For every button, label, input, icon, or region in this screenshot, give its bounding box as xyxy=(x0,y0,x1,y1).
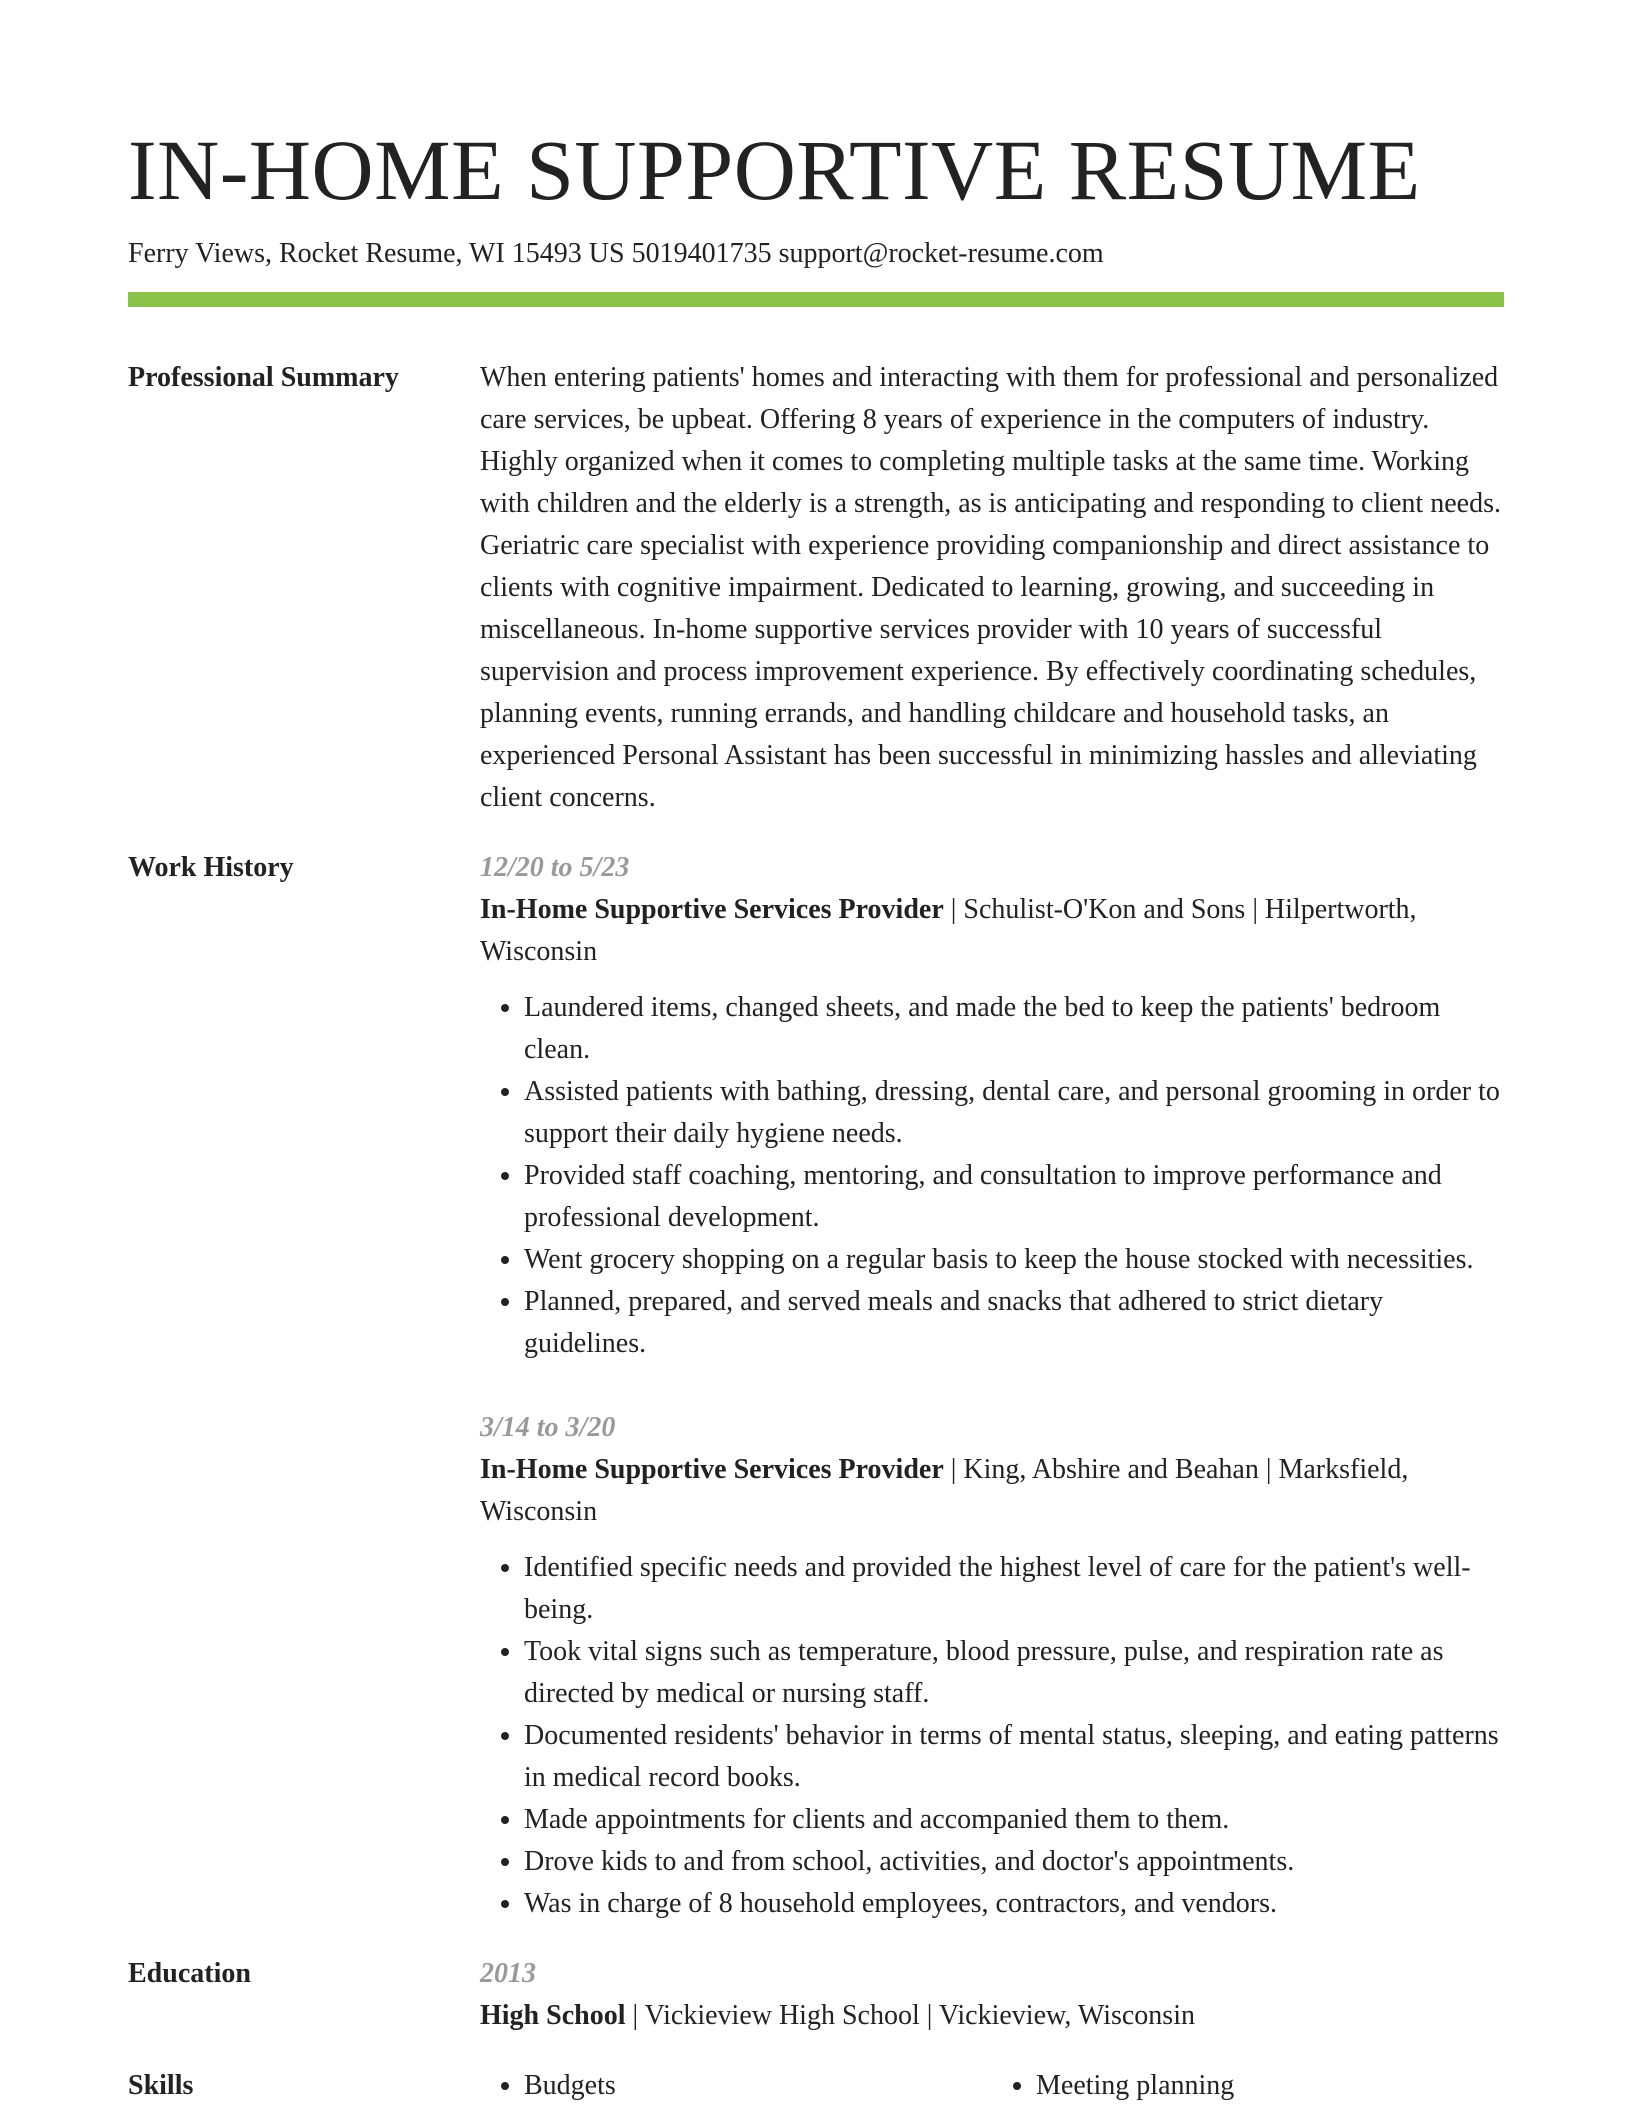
job-bullets xyxy=(480,987,1504,1365)
job-details: | King, Abshire and Beahan | Marksfield, Wisconsin xyxy=(480,1454,1409,1527)
job-role: In-Home Supportive Services Provider xyxy=(480,1454,944,1485)
contact-phone: 5019401735 xyxy=(631,238,772,269)
job-bullet: • Planned, prepared, and served meals and snacks that adhered to strict dietary guidelines. xyxy=(524,1281,1504,1365)
job-bullet: • Provided staff coaching, mentoring, and consultation to improve performance and professional development. xyxy=(524,1155,1504,1239)
work-history-section xyxy=(128,847,1504,1925)
summary-section xyxy=(128,357,1504,819)
summary-heading: Professional Summary xyxy=(128,362,399,393)
education-year: 2013 xyxy=(480,1958,536,1989)
job-bullets xyxy=(480,1547,1504,1925)
skill-item: • Budgets xyxy=(524,2065,992,2107)
job-role: In-Home Supportive Services Provider xyxy=(480,894,944,925)
resume-title: IN-HOME SUPPORTIVE RESUME xyxy=(128,122,1421,218)
job-bullet: • Identified specific needs and provided the highest level of care for the patient's well-being. xyxy=(524,1547,1504,1631)
skills-section xyxy=(128,2065,1504,2107)
job-title-line xyxy=(480,889,1504,973)
job-bullet: • Drove kids to and from school, activities, and doctor's appointments. xyxy=(524,1841,1504,1883)
job-bullet: • Made appointments for clients and accompanied them to them. xyxy=(524,1799,1504,1841)
job-bullet: • Documented residents' behavior in terms of mental status, sleeping, and eating patterns in medical record books. xyxy=(524,1715,1504,1799)
job-entry xyxy=(480,847,1504,1365)
header-divider xyxy=(128,292,1504,307)
summary-text: When entering patients' homes and interacting with them for professional and personalized care services, be upbeat. Offering 8 years of experience in the computers of industry. Highly organized when it comes to completing multiple tasks at the same time. Working with children and the elderly is a strength, as is anticipating and responding to client needs. Geriatric care specialist with experience providing companionship and direct assistance to clients with cognitive impairment. Dedicated to learning, growing, and succeeding in miscellaneous. In-home supportive services provider with 10 years of successful supervision and process improvement experience. By effectively coordinating schedules, planning events, running errands, and handling childcare and household tasks, an experienced Personal Assistant has been successful in minimizing hassles and alleviating client concerns. xyxy=(480,362,1501,813)
job-bullet: • Took vital signs such as temperature, blood pressure, pulse, and respiration rate as directed by medical or nursing staff. xyxy=(524,1631,1504,1715)
education-details: | Vickieview High School | Vickieview, Wisconsin xyxy=(625,2000,1195,2031)
contact-line xyxy=(128,234,1504,274)
job-entry xyxy=(480,1407,1504,1925)
job-bullet: • Assisted patients with bathing, dressing, dental care, and personal grooming in order to support their daily hygiene needs. xyxy=(524,1071,1504,1155)
education-line xyxy=(480,1995,1504,2037)
job-details: | Schulist-O'Kon and Sons | Hilpertworth, Wisconsin xyxy=(480,894,1417,967)
job-dates: 3/14 to 3/20 xyxy=(480,1412,616,1443)
education-heading: Education xyxy=(128,1958,251,1989)
skill-item: • Meeting planning xyxy=(1036,2065,1504,2107)
skills-grid xyxy=(480,2065,1504,2107)
job-dates: 12/20 to 5/23 xyxy=(480,852,630,883)
education-degree: High School xyxy=(480,2000,626,2031)
job-title-line xyxy=(480,1449,1504,1533)
job-bullet: • Was in charge of 8 household employees, contractors, and vendors. xyxy=(524,1883,1504,1925)
job-bullet: • Went grocery shopping on a regular basis to keep the house stocked with necessities. xyxy=(524,1239,1504,1281)
job-bullet: • Laundered items, changed sheets, and made the bed to keep the patients' bedroom clean. xyxy=(524,987,1504,1071)
contact-email: support@rocket-resume.com xyxy=(778,238,1104,269)
education-section xyxy=(128,1953,1504,2037)
contact-address: Ferry Views, Rocket Resume, WI 15493 US xyxy=(128,238,625,269)
skills-column-left xyxy=(480,2065,992,2107)
work-history-heading: Work History xyxy=(128,852,294,883)
skills-column-right xyxy=(992,2065,1504,2107)
skills-heading: Skills xyxy=(128,2070,194,2101)
